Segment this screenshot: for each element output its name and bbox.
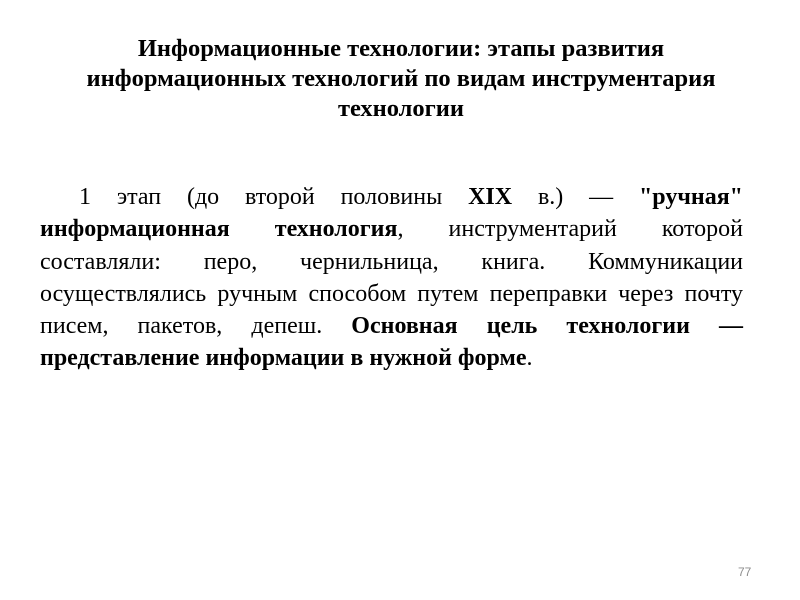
stage-description-paragraph [40, 181, 743, 375]
slide-title-line-3: технологии [337, 95, 465, 122]
slide-title [40, 34, 762, 124]
stage-label-continuation: в.) — [512, 184, 639, 210]
technology-name: "ручная" информационная технология [40, 184, 743, 243]
tools-description: , инструментарий которой составляли: перо, чернильница, книга. Коммуникации осуществлялись ручным способом путем переправки через почту писем, пакетов, депеш. [40, 216, 743, 340]
paragraph-end: . [526, 345, 533, 372]
page-number: 77 [738, 565, 752, 579]
stage-label-text: 1 этап (до второй половины [79, 184, 469, 210]
century-numeral: XIX [468, 184, 513, 210]
slide-title-line-1: Информационные технологии: этапы развития [137, 35, 665, 62]
technology-goal: Основная цель технологии — представление информации в нужной форме [40, 313, 744, 372]
slide-title-line-2: информационных технологий по видам инструментария [86, 65, 716, 92]
